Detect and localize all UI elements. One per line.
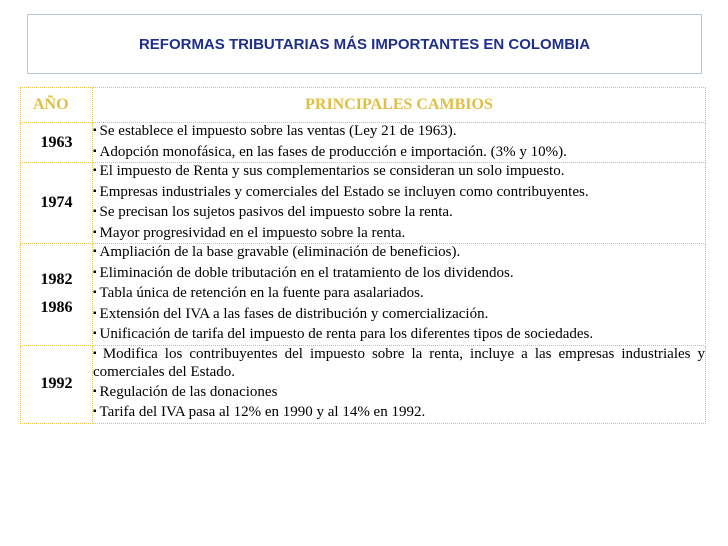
list-item-text: Modifica los contribuyentes del impuesto sobre la renta, incluye a las empresas industriales y comerciales del Estado.: [93, 345, 705, 380]
list-item-text: Extensión del IVA a las fases de distribución y comercialización.: [99, 305, 489, 322]
year-label: 1974: [40, 194, 73, 211]
list-item-text: Se precisan los sujetos pasivos del impuesto sobre la renta.: [99, 204, 453, 220]
year-cell: [21, 244, 93, 346]
bullet-icon: ▪: [93, 287, 97, 298]
page-title: REFORMAS TRIBUTARIAS MÁS IMPORTANTES EN COLOMBIA: [138, 35, 591, 53]
list-item: [93, 404, 705, 423]
bullet-icon: ▪: [93, 226, 97, 238]
list-item-text: Eliminación de doble tributación en el tratamiento de los dividendos.: [99, 264, 514, 281]
bullet-icon: ▪: [93, 347, 100, 359]
bullet-icon: ▪: [93, 185, 97, 197]
list-item: [93, 244, 705, 263]
bullet-icon: ▪: [93, 307, 97, 319]
list-item: [93, 204, 705, 223]
table-row: [21, 123, 706, 163]
year-column-header: AÑO: [21, 88, 93, 123]
header-row: [21, 88, 706, 123]
bullet-icon: ▪: [93, 266, 97, 278]
title-box: [27, 14, 702, 74]
changes-column-header: PRINCIPALES CAMBIOS: [93, 88, 706, 123]
bullet-icon: ▪: [93, 328, 97, 339]
year-label: 1992: [40, 375, 73, 392]
list-item: [93, 123, 705, 142]
list-item-text: Ampliación de la base gravable (eliminación de beneficios).: [99, 244, 461, 260]
table-row: [21, 345, 706, 423]
list-item: [93, 144, 705, 163]
bullet-icon: ▪: [93, 125, 97, 136]
reforms-table: [20, 87, 706, 424]
list-item-text: Unificación de tarifa del impuesto de renta para los diferentes tipos de sociedades.: [99, 326, 594, 342]
list-item: [93, 384, 705, 403]
list-item: [93, 285, 705, 304]
list-item-text: Se establece el impuesto sobre las ventas (Ley 21 de 1963).: [99, 123, 457, 139]
bullet-icon: ▪: [93, 246, 97, 257]
list-item-text: Regulación de las donaciones: [99, 383, 278, 400]
year-label: 1963: [40, 133, 73, 151]
year-label: 1986: [40, 299, 73, 317]
table-row: [21, 163, 706, 244]
changes-cell: [93, 163, 706, 244]
table-row: [21, 244, 706, 346]
list-item-text: Adopción monofásica, en las fases de producción e importación. (3% y 10%).: [99, 143, 567, 160]
list-item-text: Empresas industriales y comerciales del Estado se incluyen como contribuyentes.: [99, 183, 589, 200]
bullet-icon: ▪: [93, 206, 97, 217]
changes-cell: [93, 244, 706, 346]
list-item: [93, 163, 705, 182]
year-cell: [21, 345, 93, 423]
bullet-icon: ▪: [93, 165, 97, 176]
bullet-icon: ▪: [93, 385, 97, 397]
list-item-text: Tarifa del IVA pasa al 12% en 1990 y al 14% en 1992.: [99, 404, 426, 420]
list-item: [93, 265, 705, 284]
list-item: [93, 346, 705, 382]
changes-cell: [93, 123, 706, 163]
year-cell: [21, 163, 93, 244]
year-cell: [21, 123, 93, 163]
changes-cell: [93, 345, 706, 423]
list-item-text: Tabla única de retención en la fuente para asalariados.: [99, 285, 424, 301]
list-item: [93, 184, 705, 203]
list-item: [93, 225, 705, 244]
list-item: [93, 306, 705, 325]
list-item-text: El impuesto de Renta y sus complementarios se consideran un solo impuesto.: [99, 163, 565, 179]
bullet-icon: ▪: [93, 406, 97, 417]
list-item: [93, 326, 705, 345]
bullet-icon: ▪: [93, 145, 97, 157]
year-label: 1982: [40, 271, 73, 289]
list-item-text: Mayor progresividad en el impuesto sobre la renta.: [99, 224, 406, 241]
